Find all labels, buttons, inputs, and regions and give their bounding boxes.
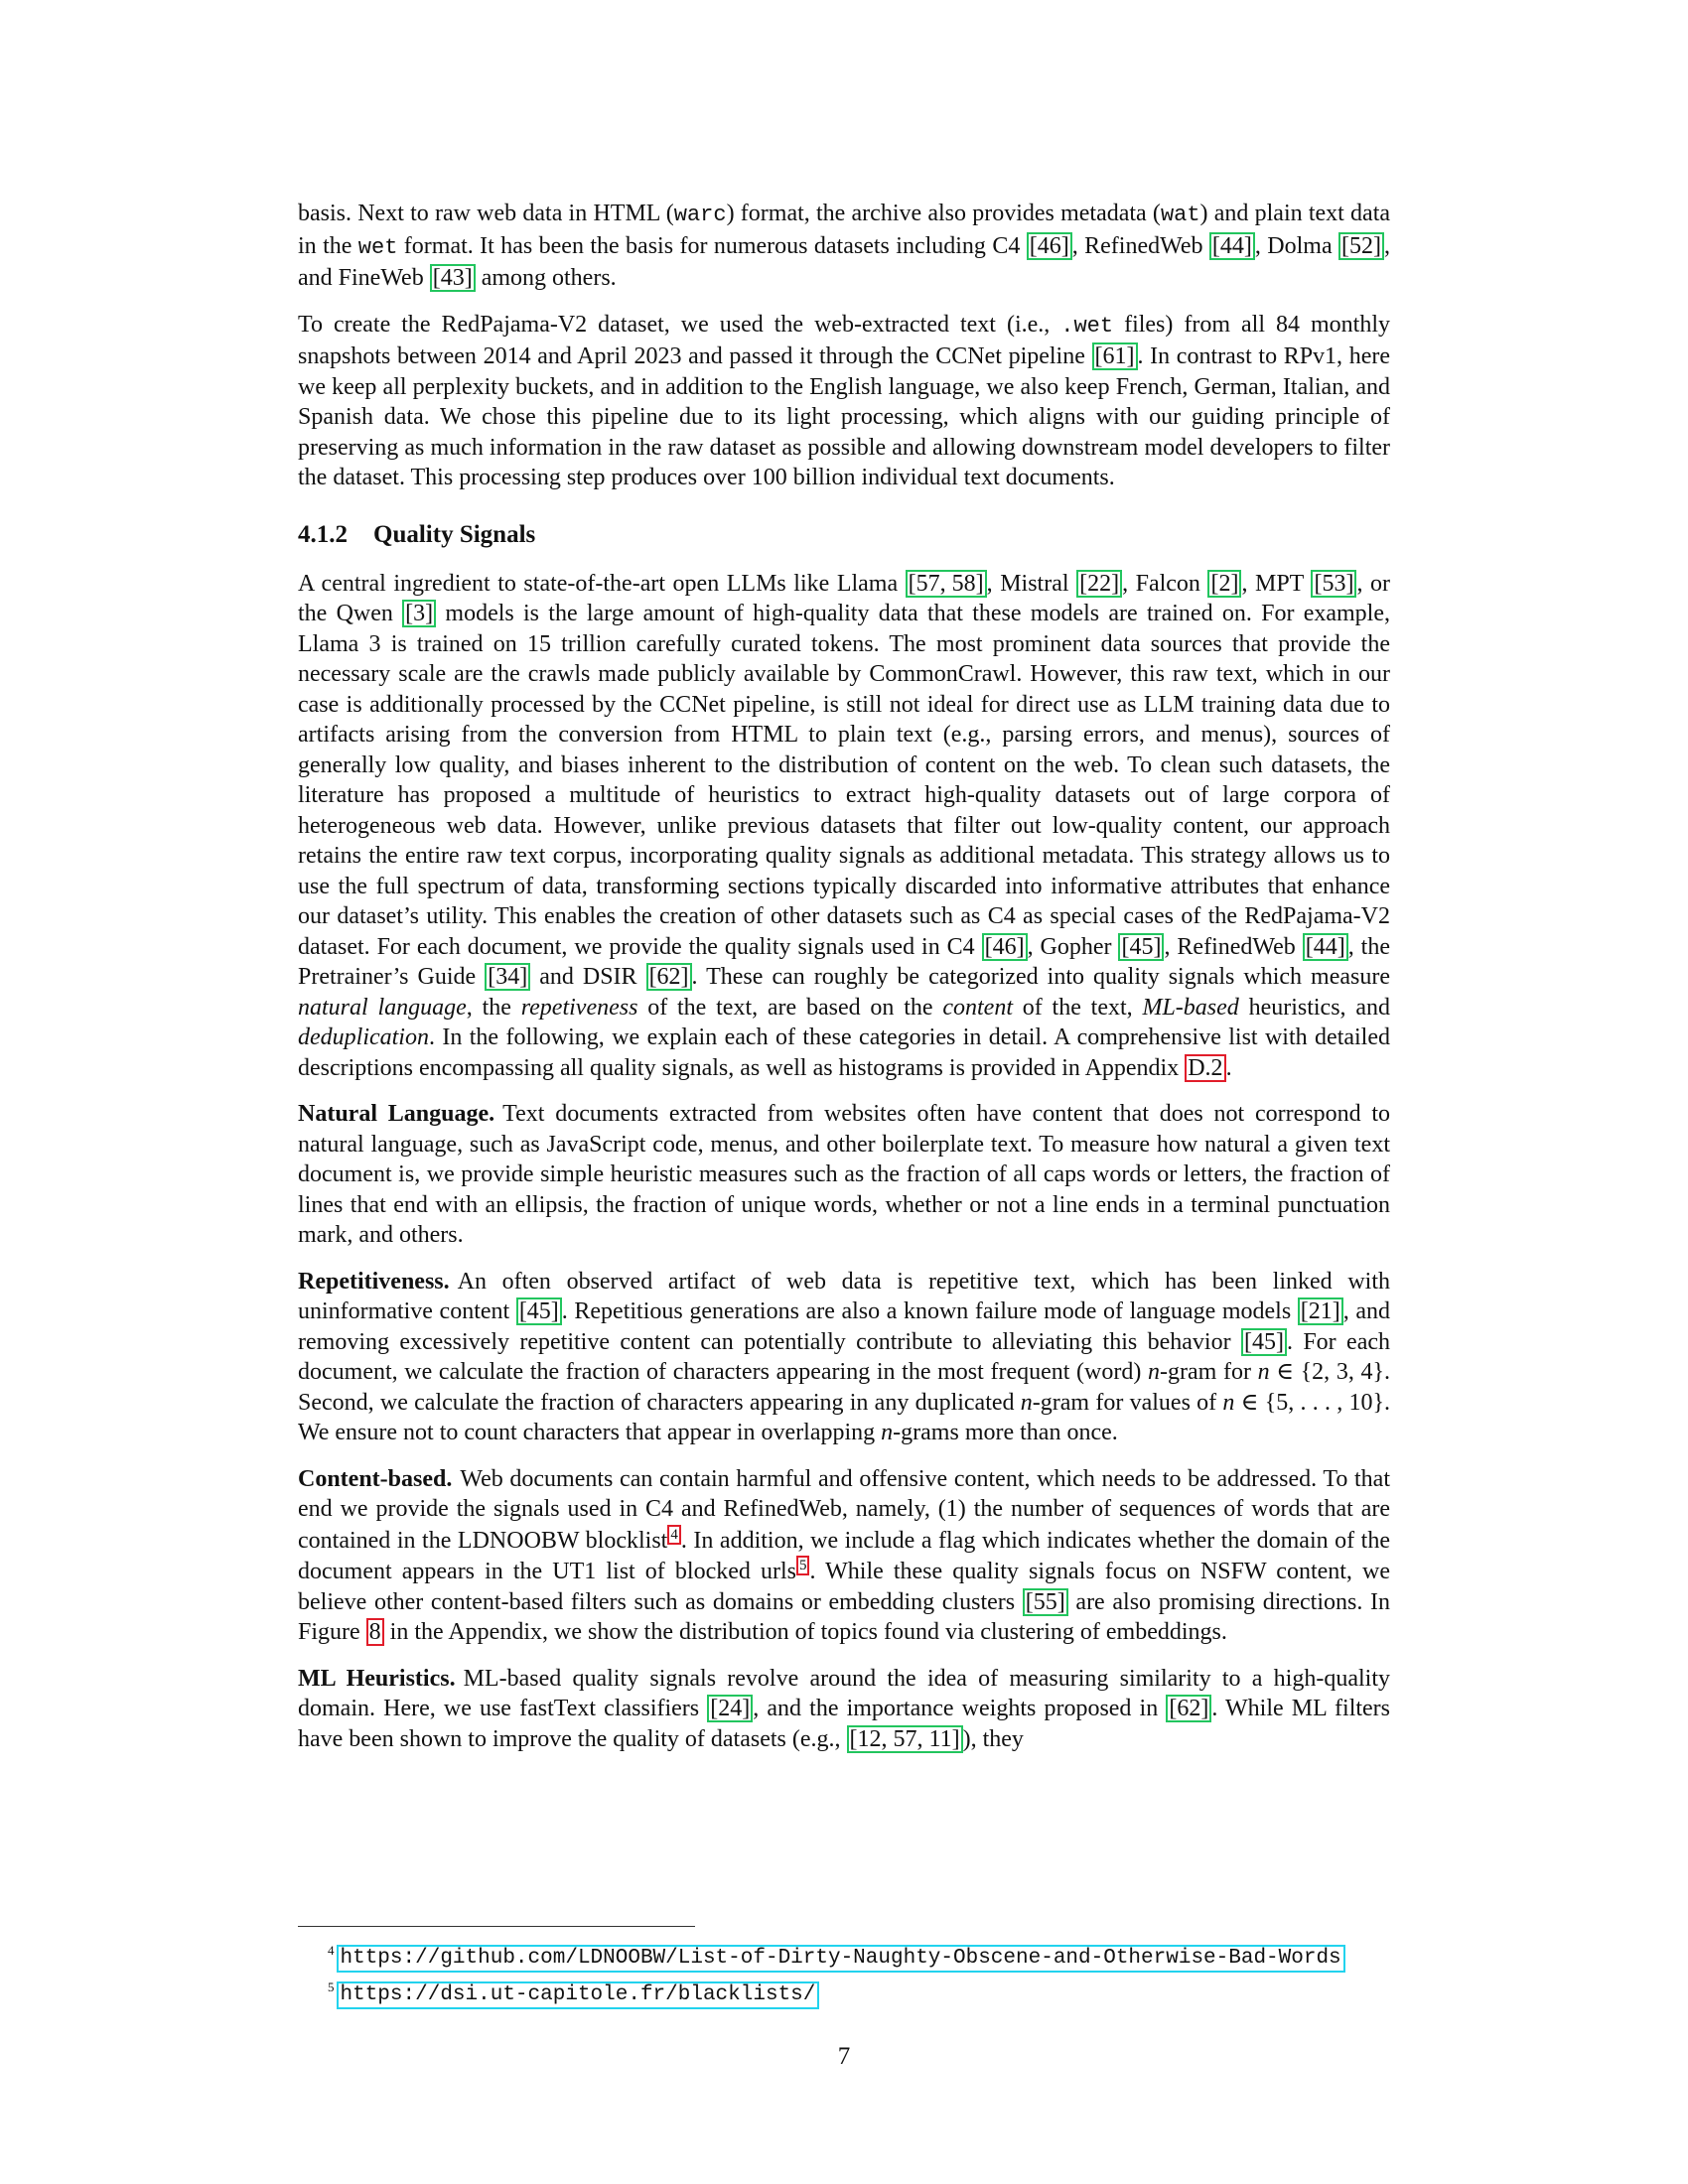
citation-link[interactable]: [55] [1023,1588,1068,1616]
footnote-url-link[interactable]: https://github.com/LDNOOBW/List-of-Dirty-Naughty-Obscene-and-Otherwise-Bad-Words [337,1945,1345,1973]
paragraph-heading: ML Heuristics. [298,1665,456,1692]
footnote-4: $^4$ https://github.com/LDNOOBW/List-of-Dirty-Naughty-Obscene-and-Otherwise-Bad-Words [328,1936,1400,1973]
paragraph-ml-heuristics: ML Heuristics. ML-based quality signals revolve around the idea of measuring similarity to a high-quality domain. Here, we use fastText classifiers [24] , and the importance weights proposed in [62] . While ML filters have been shown to improve the quality of datasets (e.g., [12, 57, 11] ), they [298,1665,1391,1752]
citation-link[interactable]: [45] [1241,1328,1287,1356]
citation-link[interactable]: [22] [1076,570,1122,598]
paragraph-heading: Natural Language. [298,1101,495,1127]
page-number: 7 [837,2043,851,2070]
section-title: Quality Signals [373,520,536,548]
paragraph-heading: Content-based. [298,1465,453,1492]
paragraph-heading: Repetitiveness. [298,1268,450,1295]
footnote-link[interactable]: 4 [667,1525,681,1545]
citation-link[interactable]: [61] [1092,342,1138,370]
citation-link[interactable]: [53] [1311,570,1356,598]
footnote-divider [298,1926,695,1927]
paragraph-repetitiveness: Repetitiveness. An often observed artifact of web data is repetitive text, which has been linked with uninformative content [45] . Repetitious generations are also a known failure mode of language models [21] , and removing excessively repetitive content can potentially contribute to alleviating this behavior [45] . For each document, we calculate the fraction of characters appearing in the most frequent (word) n-gram for n ∈ {2, 3, 4}. Second, we calculate the fraction of characters appearing in any duplicated n-gram for values of n ∈ {5, . . . , 10}. We ensure not to count characters that appear in overlapping n-grams more than once. [298,1268,1391,1445]
footnote-5: $^5$ https://dsi.ut-capitole.fr/blacklists/ [328,1973,1400,2009]
citation-link[interactable]: [46] [982,933,1028,961]
citation-link[interactable]: [44] [1209,232,1255,260]
section-heading [298,521,1390,549]
paragraph-natural-language: Natural Language. Text documents extracted from websites often have content that does not correspond to natural language, such as JavaScript code, menus, and other boilerplate text. To measure how natural a given text document is, we provide simple heuristic measures such as the fraction of all caps words or letters, the fraction of lines that end with an ellipsis, the fraction of unique words, whether or not a line ends in a terminal punctuation mark, and others. [298,1101,1390,1248]
citation-link[interactable]: [2] [1207,570,1241,598]
footnote-url-link[interactable]: https://dsi.ut-capitole.fr/blacklists/ [337,1981,820,2009]
paragraph-commoncrawl: basis. Next to raw web data in HTML (warc) format, the archive also provides metadata (wat) and plain text data in the wet format. It has been the basis for numerous datasets including C4 [46] , RefinedWeb [44] , Dolma [52] , and FineWeb [43] among others. [298,201,1391,291]
footnote-link[interactable]: 5 [796,1556,810,1575]
citation-link[interactable]: [45] [516,1297,562,1325]
figure-link[interactable]: 8 [366,1618,384,1646]
main-column [298,199,1390,1770]
citation-link[interactable]: [46] [1027,232,1072,260]
appendix-link[interactable]: D.2 [1185,1054,1225,1082]
citation-link[interactable]: [44] [1303,933,1348,961]
citation-link[interactable]: [12, 57, 11] [847,1725,963,1753]
citation-link[interactable]: [57, 58] [906,570,987,598]
paragraph-quality-signals: A central ingredient to state-of-the-art open LLMs like Llama [57, 58] , Mistral [22] , Falcon [2] , MPT [53] , or the Qwen [3] models is the large amount of high-quality data that these models are trained on. For example, Llama 3 is trained on 15 trillion carefully curated tokens. The most prominent data sources that provide the necessary scale are the crawls made publicly available by CommonCrawl. However, this raw text, which in our case is additionally processed by the CCNet pipeline, is still not ideal for direct use as LLM training data due to artifacts arising from the conversion from HTML to plain text (e.g., parsing errors, and menus), sources of generally low quality, and biases inherent to the distribution of content on the web. To clean such datasets, the literature has proposed a multitude of heuristics to extract high-quality datasets out of large corpora of heterogeneous web data. However, unlike previous datasets that filter out low-quality content, our approach retains the entire raw text corpus, incorporating quality signals as additional metadata. This strategy allows us to use the full spectrum of data, transforming sections typically discarded into informative attributes that enhance our dataset’s utility. This enables the creation of other datasets such as C4 as special cases of the RedPajama-V2 dataset. For each document, we provide the quality signals used in C4 [46] , Gopher [45] , RefinedWeb [44] , the Pretrainer’s Guide [34] and DSIR [62] . These can roughly be categorized into quality signals which measure natural language, the repetiveness of the text, are based on the content of the text, ML-based heuristics, and deduplication. In the following, we explain each of these categories in detail. A comprehensive list with detailed descriptions encompassing all quality signals, as well as histograms is provided in Appendix D.2 . [298,570,1390,1081]
paragraph-content-based: Content-based. Web documents can contain harmful and offensive content, which needs to be addressed. To that end we provide the signals used in C4 and RefinedWeb, namely, (1) the number of sequences of words that are contained in the LDNOOBW blocklist 4 . In addition, we include a flag which indicates whether the domain of the document appears in the UT1 list of blocked urls 5 . While these quality signals focus on NSFW content, we believe other content-based filters such as domains or embedding clusters [55] are also promising directions. In Figure 8 in the Appendix, we show the distribution of topics found via clustering of embeddings. [298,1465,1391,1645]
citation-link[interactable]: [62] [646,963,692,991]
citation-link[interactable]: [34] [485,963,530,991]
citation-link[interactable]: [52] [1338,232,1384,260]
citation-link[interactable]: [45] [1118,933,1164,961]
citation-link[interactable]: [43] [430,264,476,292]
footnotes [328,1936,1400,2009]
citation-link[interactable]: [62] [1166,1695,1211,1722]
paragraph-redpajama-v2: To create the RedPajama-V2 dataset, we used the web-extracted text (i.e., .wet files) from all 84 monthly snapshots between 2014 and April 2023 and passed it through the CCNet pipeline [61] . In contrast to RPv1, here we keep all perplexity buckets, and in addition to the English language, we also keep French, German, Italian, and Spanish data. We chose this pipeline due to its light processing, which aligns with our guiding principle of preserving as much information in the raw dataset as possible and allowing downstream model developers to filter the dataset. This processing step produces over 100 billion individual text documents. [298,311,1390,490]
citation-link[interactable]: [24] [707,1695,753,1722]
section-number: 4.1.2 [298,520,348,548]
citation-link[interactable]: [21] [1298,1297,1343,1325]
citation-link[interactable]: [3] [402,600,436,627]
